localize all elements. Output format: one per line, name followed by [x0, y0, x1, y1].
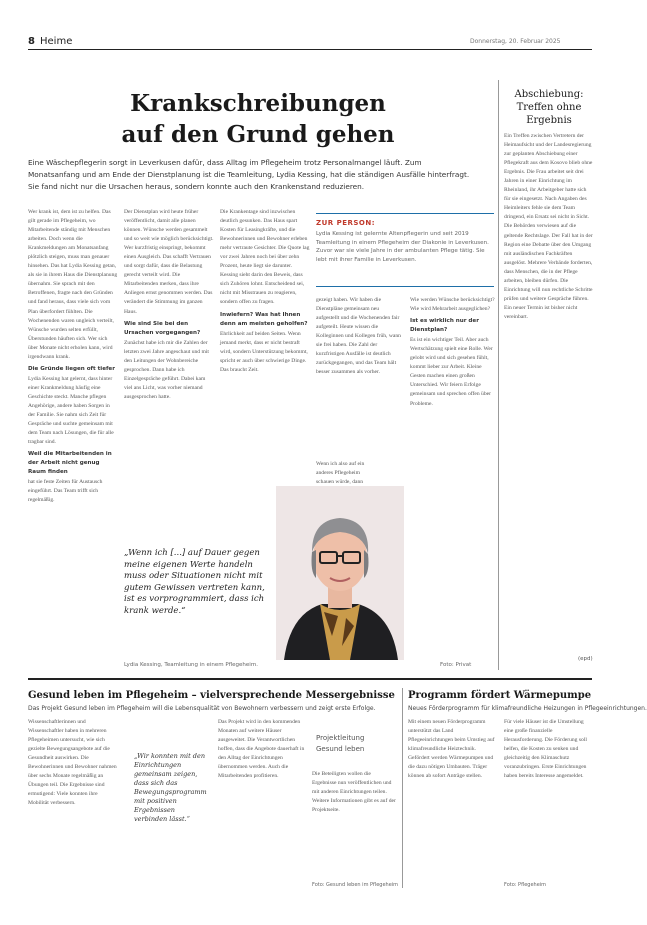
teaser — [28, 157, 490, 193]
portrait-photo — [276, 486, 404, 660]
bottom-article-2-credit: Foto: Pflegeheim — [504, 882, 547, 888]
bottom-article-2-title: Programm fördert Wärmepumpe — [408, 690, 592, 701]
section-label: Heime — [40, 36, 73, 47]
bottom-article-1-text-b: Das Projekt wird in den kommenden Monaten auf weitere Häuser ausgeweitet. Die Verantwortlichen hoffen, dass die Angebote dauerhaft in den Alltag der Einrichtungen übernommen werden. Auch die Mitarbeitenden profitieren. — [218, 719, 305, 780]
portrait-illustration — [276, 486, 404, 660]
article-column-5 — [410, 296, 496, 656]
header-rule — [28, 49, 592, 50]
teaser-line-3: Sie fand nicht nur die Ursachen heraus, sondern konnte auch den Krankenstand reduzieren. — [28, 182, 365, 191]
column-5-subhead-1: Ist es wirklich nur der Dienstplan? — [410, 318, 479, 334]
bottom-section-rule — [28, 678, 592, 680]
column-4-fragment-text: Wenn ich also auf ein anderes Pflegeheim schauen würde, dann — [316, 461, 365, 486]
bottom-article-1-title: Gesund leben im Pflegeheim – vielversprechende Messergebnisse — [28, 690, 395, 701]
bottom-article-2-text-a: Mit einem neuen Förderprogramm unterstützt das Land Pflegeeinrichtungen beim Umstieg auf klimafreundliche Heiztechnik. Gefördert werden Wärmepumpen und die dazu nötigen Umbauten. Träger können ab sofort Anträge stellen. — [408, 719, 495, 780]
sidebar-text — [504, 132, 594, 652]
column-1-text-c: hat sie feste Zeiten für Austausch eingeführt. Das Team trifft sich regelmäßig. — [28, 479, 103, 504]
teaser-line-1: Eine Wäschepflegerin sorgt in Leverkusen dafür, dass Alltag im Pflegeheim trotz Personalmangel läuft. Zum — [28, 158, 422, 167]
column-4-text: gezeigt haben. Wir haben die Dienstpläne gemeinsam neu aufgestellt und die Wochenenden fair aufgeteilt. Heute wissen die Kolleginnen und Kollegen früh, wann sie frei haben. Die Zahl der kurzfristigen Ausfälle ist deutlich zurückgegangen, und das Team hält besser zusammen als vorher. — [316, 297, 401, 376]
bottom-article-2-column-1 — [408, 718, 498, 888]
person-box-title: ZUR PERSON: — [316, 219, 376, 227]
bottom-article-1-column-1 — [28, 718, 118, 888]
bottom-article-1-text-c: Die Beteiligten wollen die Ergebnisse nun veröffentlichen und mit anderen Einrichtungen teilen. Weitere Informationen gibt es auf der Projektseite. — [312, 771, 396, 814]
headline — [28, 88, 488, 150]
bottom-article-1-name-line-1: Projektleitung — [316, 734, 365, 742]
article-column-1 — [28, 208, 118, 636]
sidebar-rule — [498, 80, 499, 670]
photo-caption: Lydia Kessing, Teamleitung in einem Pflegeheim. — [124, 662, 258, 668]
bottom-article-1-name-line-2: Gesund leben — [316, 745, 365, 753]
column-2-text: Der Dienstplan wird heute früher veröffentlicht, damit alle planen können. Wünsche werden gesammelt und so weit wie möglich berücksichtigt. Wer kurzfristig einspringt, bekommt einen Ausgleich. Das schafft Vertrauen und sorgt dafür, dass die Belastung gerecht verteilt wird. Die Mitarbeitenden merken, dass ihre Anliegen ernst genommen werden. Das verändert die Stimmung im ganzen Haus. — [124, 209, 214, 315]
photo-credit: Foto: Privat — [440, 662, 472, 668]
column-3-text-b: Ehrlichkeit auf beiden Seiten. Wenn jemand merkt, dass er nicht bestraft wird, sondern Unterstützung bekommt, spricht er auch über schwierige Dinge. Das braucht Zeit. — [220, 330, 308, 373]
article-column-2 — [124, 208, 214, 536]
bottom-article-1-credit: Foto: Gesund leben im Pflegeheim — [312, 882, 399, 888]
bottom-article-2-column-2 — [504, 718, 592, 858]
column-2-text-b: Zunächst habe ich mir die Zahlen der letzten zwei Jahre angeschaut und mit den Leitungen der Wohnbereiche gesprochen. Dann habe ich Einzelgespräche geführt. Dabei kam viel ans Licht, was vorher niemand ausgesprochen hatte. — [124, 339, 209, 400]
bottom-article-1-column-3 — [312, 770, 396, 880]
headline-line-1: Krankschreibungen — [130, 90, 386, 117]
bottom-column-rule — [402, 688, 403, 888]
bottom-article-2-subtitle: Neues Förderprogramm für klimafreundliche Heizungen in Pflegeeinrichtungen. — [408, 705, 647, 712]
column-3-text: Die Krankentage sind inzwischen deutlich gesunken. Das Haus spart Kosten für Leasingkräfte, und die Bewohnerinnen und Bewohner erleben mehr vertraute Gesichter. Die Quote lag vor zwei Jahren noch bei über zehn Prozent, heute liegt sie darunter. Kessing sieht darin den Beweis, dass sich Zuhören lohnt. Entscheidend sei, nicht mit Misstrauen zu reagieren, sondern offen zu fragen. — [220, 209, 310, 306]
column-2-subhead-1: Wie sind Sie bei den Ursachen vorgegangen? — [124, 320, 201, 336]
column-3-subhead-1: Inwiefern? Was hat Ihnen denn am meisten geholfen? — [220, 311, 308, 327]
column-1-subhead-1: Die Gründe liegen oft tiefer — [28, 365, 115, 372]
bottom-article-1-column-2 — [218, 718, 308, 888]
teaser-line-2: Monatsanfang und am Ende der Dienstplanung ist die Teamleitung, Lydia Kessing, hat die ständigen Ausfälle hinterfragt. — [28, 170, 470, 179]
article-column-4 — [316, 296, 402, 456]
column-1-text-b: Lydia Kessing hat gelernt, dass hinter einer Krankmeldung häufig eine Geschichte steckt. Manche pflegen Angehörige, andere haben Sorgen in der Familie. Sie nahm sich Zeit für Gespräche und suchte gemeinsam mit dem Team nach Lösungen, die für alle tragbar sind. — [28, 375, 114, 446]
column-5-text-b: Es ist ein wichtiger Teil. Aber auch Wertschätzung spielt eine Rolle. Wer gelobt wird und sich gesehen fühlt, kommt lieber zur Arbeit. Kleine Gesten machen einen großen Unterschied. Wir feiern Erfolge gemeinsam und sprechen offen über Probleme. — [410, 337, 493, 407]
person-info-box — [316, 213, 494, 287]
headline-line-2: auf den Grund gehen — [121, 121, 395, 148]
bottom-article-1-text-a: Wissenschaftlerinnen und Wissenschaftler haben in mehreren Pflegeheimen untersucht, wie sich gezielte Bewegungsangebote auf die Gesundheit auswirken. Die Bewohnerinnen und Bewohner nahmen über sechs Monate regelmäßig an Übungen teil. Die Ergebnisse sind ermutigend: Viele konnten ihre Mobilität verbessern. — [28, 719, 117, 807]
sidebar-body: Ein Treffen zwischen Vertretern der Heimaufsicht und der Landesregierung zur geplanten Abschiebung einer Pflegekraft aus dem Kosovo blieb ohne Ergebnis. Die Frau arbeitet seit drei Jahren in einer Einrichtung im Rheinland, ihr Arbeitgeber hatte sich für sie eingesetzt. Nach Angaben des Heimleiters fehle sie dem Team dringend, ein Ersatz sei nicht in Sicht. Die Behörden verwiesen auf die geltende Rechtslage. Der Fall hat in der Region eine Debatte über den Umgang mit ausländischen Fachkräften ausgelöst. Mehrere Verbände forderten, dass Menschen, die in der Pflege arbeiten, bleiben dürfen. Die Einrichtung will nun rechtliche Schritte prüfen und weitere Gespräche führen. Ein neuer Termin ist bisher nicht vereinbart. — [504, 133, 593, 320]
bottom-article-1-subtitle: Das Projekt Gesund leben im Pflegeheim will die Lebensqualität von Bewohnern verbessern und zeigt erste Erfolge. — [28, 705, 376, 712]
column-1-subhead-2: Weil die Mitarbeitenden in der Arbeit nicht genug Raum finden — [28, 451, 112, 476]
person-box-text: Lydia Kessing ist gelernte Altenpflegerin und seit 2019 Teamleitung in einem Pflegeheim der Diakonie in Leverkusen. Zuvor war sie viele Jahre in der ambulanten Pflege tätig. Sie lebt mit ihrer Familie in Leverkusen. — [316, 231, 489, 263]
column-5-text: Wie werden Wünsche berücksichtigt? Wie wird Mehrarbeit ausgeglichen? — [410, 297, 495, 313]
sidebar-credit: (epd) — [578, 656, 593, 662]
bottom-article-2-text-b: Für viele Häuser ist die Umstellung eine große finanzielle Herausforderung. Die Förderung soll helfen, die Kosten zu senken und gleichzeitig den Klimaschutz voranzubringen. Erste Einrichtungen haben bereits Interesse angemeldet. — [504, 719, 587, 780]
page-number: 8 — [28, 36, 35, 47]
bottom-article-1-quote: „Wir konnten mit den Einrichtungen gemeinsam zeigen, dass sich das Bewegungsprogramm mit positiven Ergebnissen verbinden lässt.“ — [134, 752, 207, 823]
issue-line: Donnerstag, 20. Februar 2025 — [470, 38, 561, 45]
sidebar-title: Abschiebung: Treffen ohne Ergebnis — [514, 89, 584, 126]
pull-quote: „Wenn ich [...] auf Dauer gegen meine eigenen Werte handeln muss oder Situationen nicht mit gutem Gewissen vertreten kann, ist es vorprogrammiert, dass ich krank werde.“ — [124, 548, 265, 616]
column-1-text: Wer krank ist, dem ist zu helfen. Das gilt gerade im Pflegeheim, wo Mitarbeitende ständig mit Menschen arbeiten. Doch wenn die Krankmeldungen am Monatsanfang plötzlich steigen, muss man genauer hinsehen. Das hat Lydia Kessing getan, als sie in ihrem Haus die Dienstplanung übernahm. Sie sprach mit den Betroffenen, fragte nach den Gründen und fand heraus, dass viele sich vom Plan überfordert fühlten. Die Wochenenden waren ungleich verteilt, Wünsche wurden selten erfüllt, Überstunden häuften sich. Wer sich über Monate nicht erholen kann, wird irgendwann krank. — [28, 209, 118, 360]
